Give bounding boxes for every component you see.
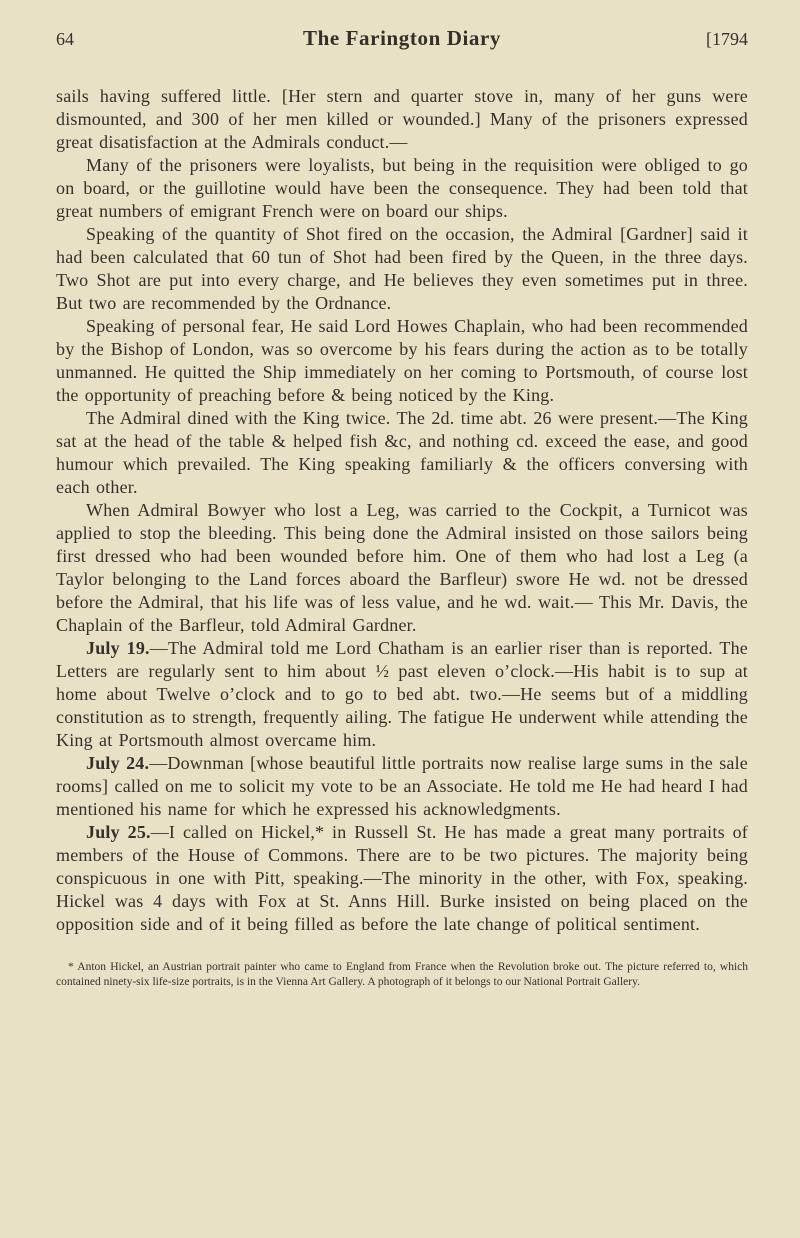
paragraph — [56, 752, 748, 821]
footnote-text: * Anton Hickel, an Austrian portrait painter who came to England from France when the Revolution broke out. The picture referred to, which contained ninety-six life-size portraits, is in the Vienna Art Gallery. A photograph of it belongs to our National Portrait Gallery. — [56, 961, 748, 988]
paragraph — [56, 85, 748, 154]
date-lead: July 19. — [86, 638, 150, 658]
paragraph — [56, 821, 748, 936]
paragraph — [56, 223, 748, 315]
paragraph — [56, 407, 748, 499]
page-header — [56, 26, 748, 51]
paragraph-text: When Admiral Bowyer who lost a Leg, was carried to the Cockpit, a Turnicot was applied to stop the bleeding. This being done the Admiral insisted on those sailors being first dressed who had been wounded before him. One of them who had lost a Leg (a Taylor belonging to the Land forces aboard the Barfleur) swore He wd. not be dressed before the Admiral, that his life was of less value, and he wd. wait.— This Mr. Davis, the Chaplain of the Barfleur, told Admiral Gardner. — [56, 500, 748, 635]
paragraph-text: Many of the prisoners were loyalists, but being in the requisition were obliged to go on board, or the guillotine would have been the consequence. They had been told that great numbers of emigrant French were on board our ships. — [56, 155, 748, 221]
paragraph — [56, 499, 748, 637]
date-lead: July 25. — [86, 822, 151, 842]
paragraph — [56, 315, 748, 407]
paragraph-text: The Admiral dined with the King twice. The 2d. time abt. 26 were present.—The King sat at the head of the table & helped fish &c, and nothing cd. exceed the ease, and good humour which prevailed. The King speaking familiarly & the officers conversing with each other. — [56, 408, 748, 497]
date-lead: July 24. — [86, 753, 150, 773]
paragraph-text: —The Admiral told me Lord Chatham is an earlier riser than is reported. The Letters are regularly sent to him about ½ past eleven o’clock.—His habit is to sup at home about Twelve o’clock and to go to bed abt. two.—He seems but of a middling constitution as to strength, frequently ailing. The fatigue He underwent while attending the King at Portsmouth almost overcame him. — [56, 638, 748, 750]
paragraph-text: Speaking of personal fear, He said Lord Howes Chaplain, who had been recommended by the Bishop of London, was so overcome by his fears during the action as to be totally unmanned. He quitted the Ship immediately on her coming to Portsmouth, of course lost the opportunity of preaching before & being noticed by the King. — [56, 316, 748, 405]
page-body — [56, 85, 748, 936]
page-number: 64 — [56, 29, 74, 49]
paragraph-text: —I called on Hickel,* in Russell St. He has made a great many portraits of members of the House of Commons. There are to be two pictures. The majority being conspicuous in one with Pitt, speaking.—The minority in the other, with Fox, speaking. Hickel was 4 days with Fox at St. Anns Hill. Burke insisted on being placed on the opposition side and of it being filled as before the late change of political sentiment. — [56, 822, 748, 934]
year-label: [1794 — [706, 29, 748, 49]
paragraph — [56, 154, 748, 223]
page-title: The Farington Diary — [302, 26, 502, 50]
paragraph-text: —Downman [whose beautiful little portraits now realise large sums in the sale rooms] called on me to solicit my vote to be an Associate. He told me He had heard I had mentioned his name for which he expressed his acknowledgments. — [56, 753, 748, 819]
footnote — [56, 960, 748, 990]
paragraph — [56, 637, 748, 752]
paragraph-text: Speaking of the quantity of Shot fired on the occasion, the Admiral [Gardner] said it had been calculated that 60 tun of Shot had been fired by the Queen, in the three days. Two Shot are put into every charge, and He believes they even sometimes put in three. But two are recommended by the Ordnance. — [56, 224, 748, 313]
paragraph-text: sails having suffered little. [Her stern and quarter stove in, many of her guns were dismounted, and 300 of her men killed or wounded.] Many of the prisoners expressed great disatisfaction at the Admirals conduct.— — [56, 86, 748, 152]
